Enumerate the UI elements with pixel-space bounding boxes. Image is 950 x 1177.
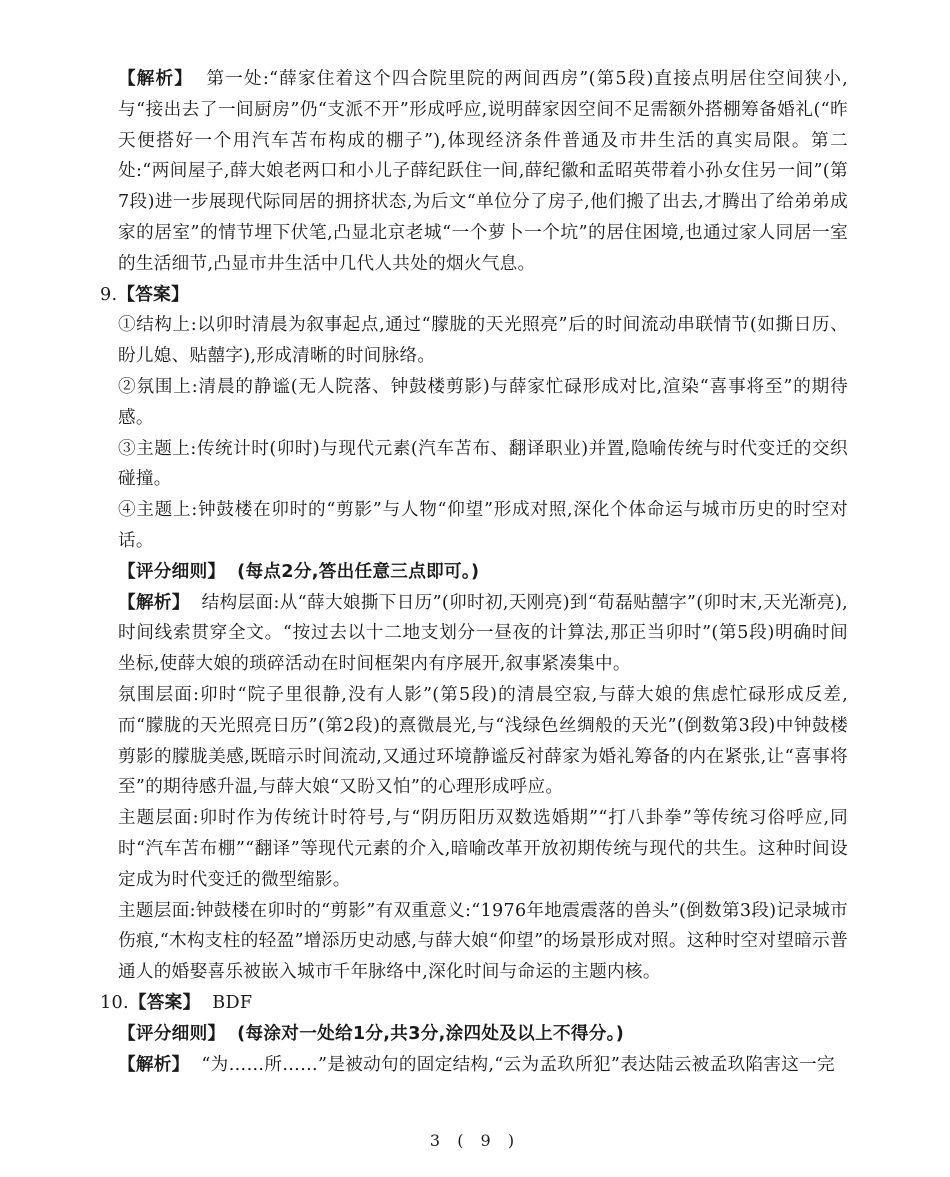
open-paren: ( <box>457 1131 470 1150</box>
analysis-text: 第一处:“薛家住着这个四合院里院的两间西房”(第5段)直接点明居住空间狭小,与“接出去了一间厨房”仍“支派不开”形成呼应,说明薛家因空间不足需额外搭棚筹备婚礼(“昨天便搭好一个用汽车苫布构成的棚子”),体现经济条件普通及市井生活的真实局限。第二处:“两间屋子,薛大娘老两口和小儿子薛纪跃住一间,薛纪徽和孟昭英带着小孙女住另一间”(第7段)进一步展现代际同居的拥挤状态,为后文“单位分了房子,他们搬了出去,才腾出了给弟弟成家的居室”的情节埋下伏笔,凸显北京老城“一个萝卜一个坑”的居住困境,也通过家人同居一室的生活细节,凸显市井生活中几代人共处的烟火气息。 <box>118 69 848 274</box>
close-paren: ) <box>507 1131 521 1150</box>
analysis-q9-atmosphere: 氛围层面:卯时“院子里很静,没有人影”(第5段)的清晨空寂,与薛大娘的焦虑忙碌形成反差,而“朦胧的天光照亮日历”(第2段)的熹微晨光,与“浅绿色丝绸般的天光”(倒数第3段)中钟鼓楼剪影的朦胧美感,既暗示时间流动,又通过环境静谧反衬薛家为婚礼筹备的内在紧张,让“喜事将至”的期待感升温,与薛大娘“又盼又怕”的心理形成呼应。 <box>118 684 848 798</box>
answer-key-content <box>100 64 849 1080</box>
question-number: 10. <box>100 992 129 1013</box>
scoring-text: (每点2分,答出任意三点即可。) <box>237 561 480 582</box>
answer-point-3: ③主题上:传统计时(卯时)与现代元素(汽车苫布、翻译职业)并置,隐喻传统与时代变迁的交织碰撞。 <box>118 438 848 490</box>
page-number-footer <box>0 1131 950 1150</box>
scoring-text: (每涂对一处给1分,共3分,涂四处及以上不得分。) <box>237 1023 625 1044</box>
analysis-text: “为……所……”是被动句的固定结构,“云为孟玖所犯”表达陆云被孟玖陷害这一完 <box>201 1054 835 1075</box>
analysis-q10 <box>118 1050 848 1081</box>
analysis-label: 【解析】 <box>118 1054 190 1075</box>
answer-point-4: ④主题上:钟鼓楼在卯时的“剪影”与人物“仰望”形成对照,深化个体命运与城市历史的时空对话。 <box>118 500 848 551</box>
question-9-answer-header <box>100 280 848 311</box>
scoring-label: 【评分细则】 <box>118 561 226 582</box>
answer-point-2: ②氛围上:清晨的静谧(无人院落、钟鼓楼剪影)与薛家忙碌形成对比,渲染“喜事将至”的期待感。 <box>118 376 848 428</box>
answer-label: 【答案】 <box>117 284 189 305</box>
analysis-paragraph-q8 <box>118 64 848 280</box>
analysis-text: 结构层面:从“薛大娘撕下日历”(卯时初,天刚亮)到“荀磊贴囍字”(卯时末,天光渐亮),时间线索贯穿全文。“按过去以十二地支划分一昼夜的计算法,那正当卯时”(第5段)明确时间坐标,使薛大娘的琐碎活动在时间框架内有序展开,叙事紧凑集中。 <box>118 592 849 675</box>
analysis-q9-theme-2: 主题层面:钟鼓楼在卯时的“剪影”有双重意义:“1976年地震震落的兽头”(倒数第3段)记录城市伤痕,“木构支柱的轻盈”增添历史动感,与薛大娘“仰望”的场景形成对照。这种时空对望暗示普通人的婚娶喜乐被嵌入城市千年脉络中,深化时间与命运的主题内核。 <box>118 900 848 983</box>
question-number: 9. <box>100 284 118 305</box>
answer-value: BDF <box>212 992 253 1013</box>
scoring-label: 【评分细则】 <box>118 1023 226 1044</box>
total-pages: 9 <box>480 1131 497 1150</box>
scoring-rule-q9 <box>118 557 848 588</box>
analysis-q9-theme-1: 主题层面:卯时作为传统计时符号,与“阴历阳历双数选婚期”“打八卦拳”等传统习俗呼应,同时“汽车苫布棚”“翻译”等现代元素的介入,暗喻改革开放初期传统与现代的共生。这种时间设定成为时代变迁的微型缩影。 <box>118 808 848 890</box>
page-number: 3 <box>429 1131 447 1150</box>
answer-label: 【答案】 <box>128 992 201 1013</box>
answer-point-1: ①结构上:以卯时清晨为叙事起点,通过“朦胧的天光照亮”后的时间流动串联情节(如撕日历、盼儿媳、贴囍字),形成清晰的时间脉络。 <box>118 315 848 367</box>
scoring-rule-q10 <box>118 1019 848 1050</box>
question-10-answer <box>100 988 848 1019</box>
analysis-label: 【解析】 <box>118 592 190 613</box>
analysis-q9-structure <box>118 588 848 680</box>
analysis-label: 【解析】 <box>118 69 194 89</box>
